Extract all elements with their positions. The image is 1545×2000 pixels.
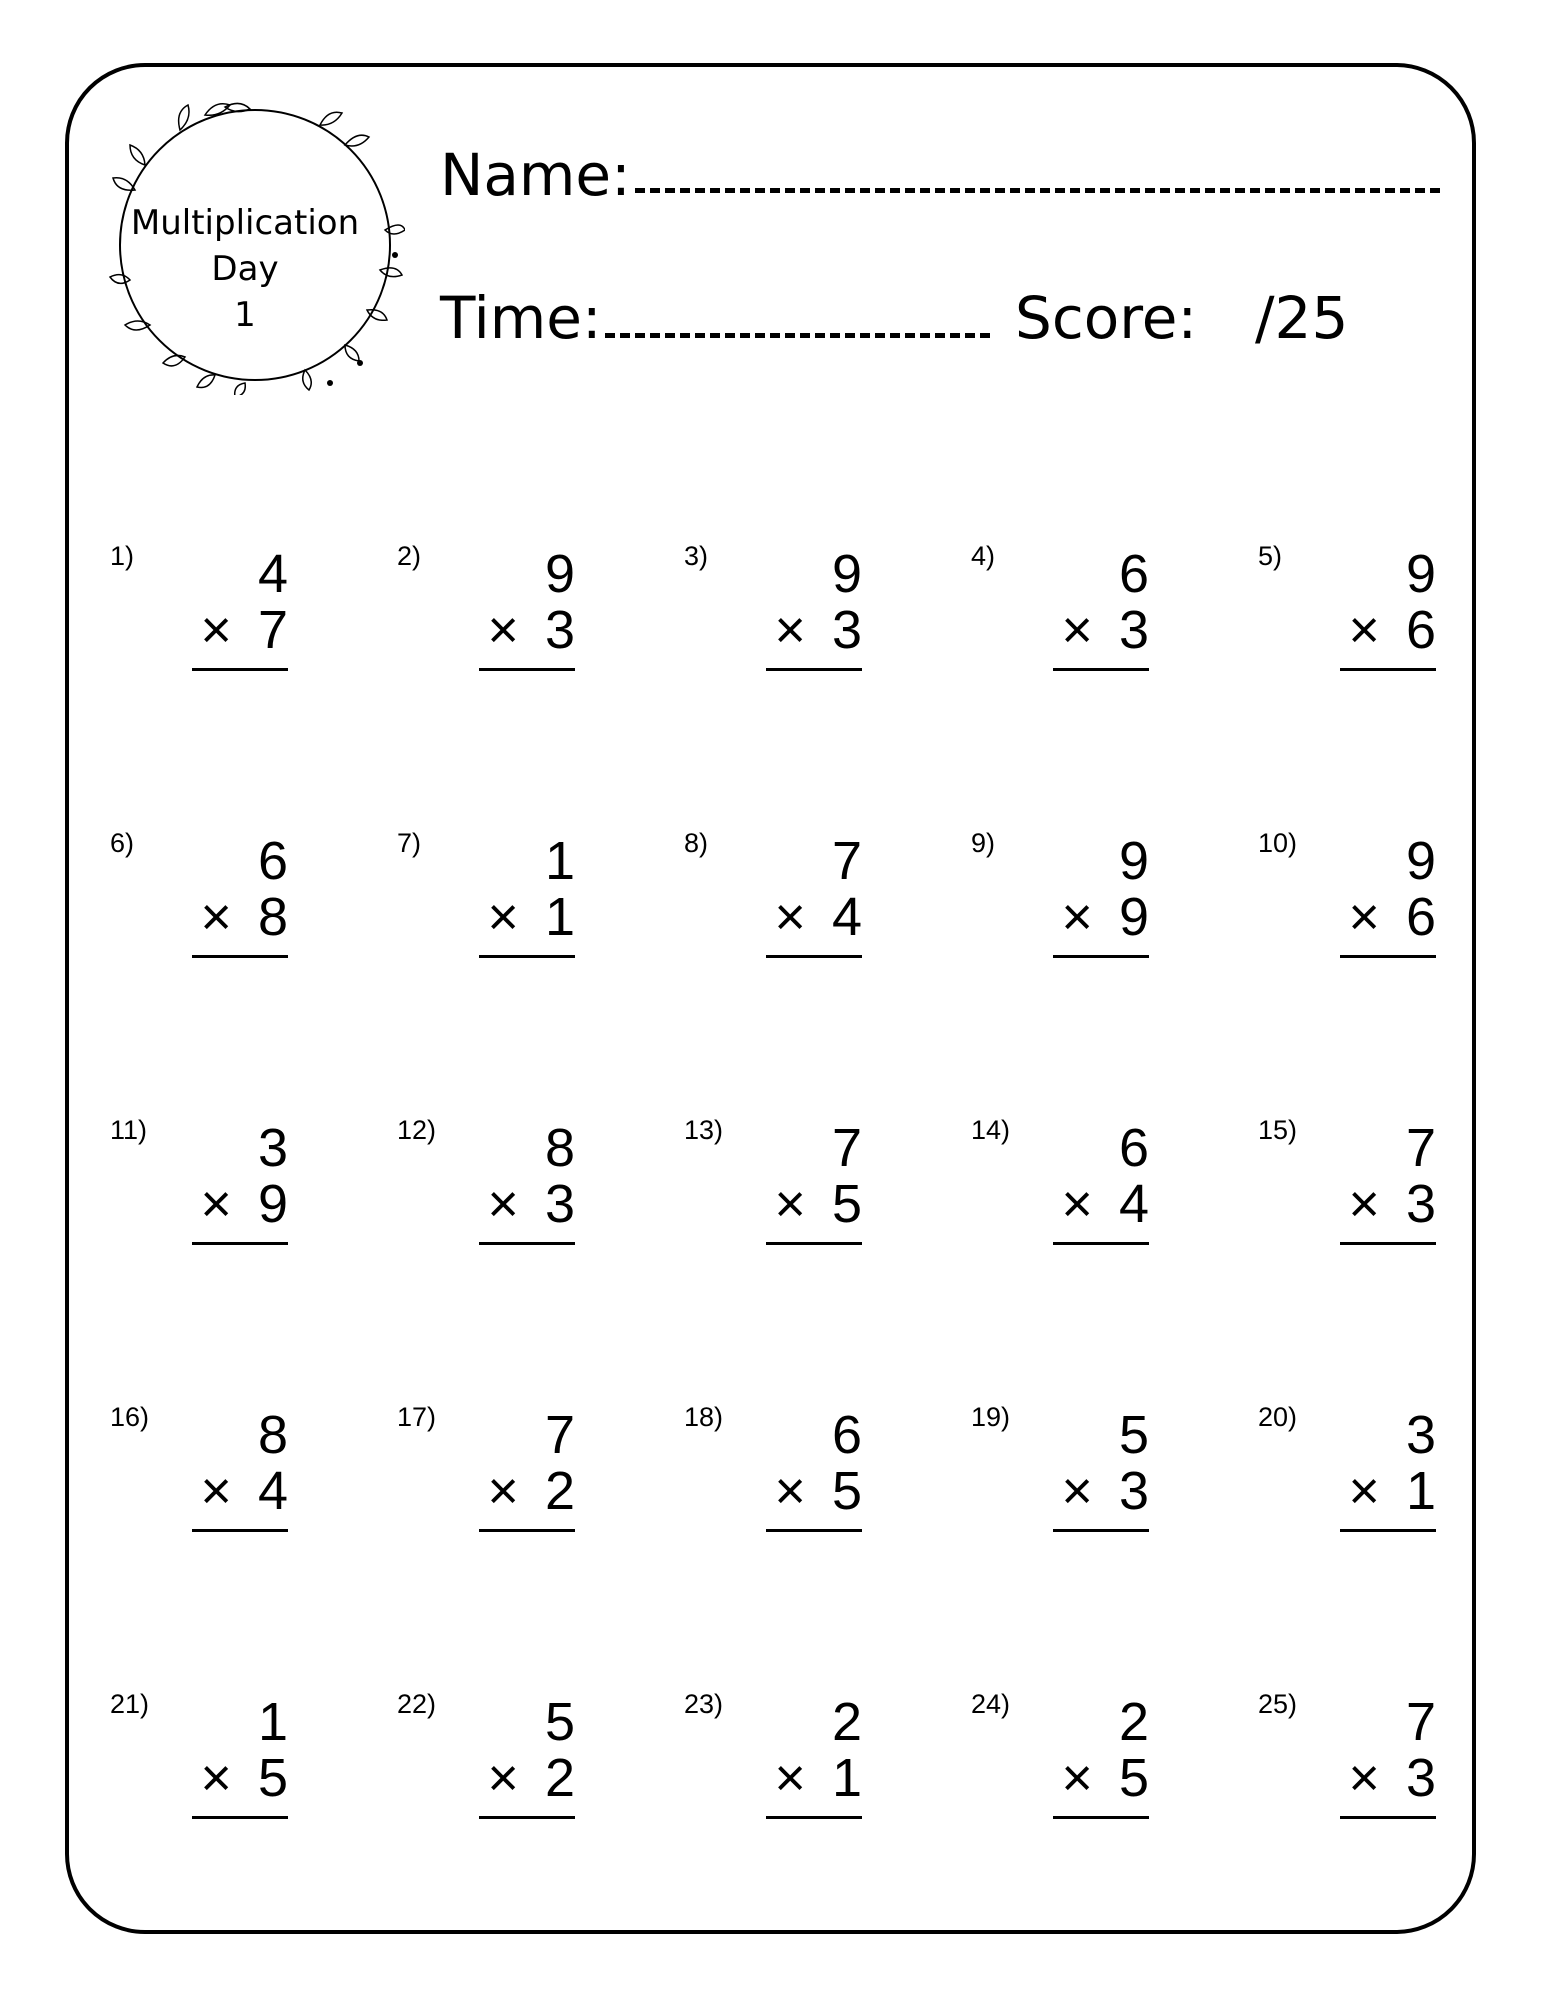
problem-number: 2) [397, 541, 422, 571]
problem-item [861, 1688, 1149, 1828]
problem-item [574, 827, 862, 967]
multiplicand: 4 [257, 544, 288, 604]
problem-number: 13) [684, 1115, 724, 1145]
multiplier-row [752, 602, 862, 658]
multiplicand: 6 [1118, 1118, 1149, 1178]
times-icon: × [200, 600, 232, 660]
answer-line[interactable] [1340, 1816, 1436, 1819]
times-icon: × [200, 1461, 232, 1521]
answer-line[interactable] [1340, 1242, 1436, 1245]
multiplier-row [465, 1463, 575, 1519]
multiplier: 9 [257, 1174, 288, 1234]
multiplier: 2 [544, 1461, 575, 1521]
multiplier-row [465, 1176, 575, 1232]
times-icon: × [1348, 1461, 1380, 1521]
times-icon: × [1061, 600, 1093, 660]
problem-number: 6) [110, 828, 135, 858]
answer-line[interactable] [766, 1242, 862, 1245]
multiplier-row [1039, 889, 1149, 945]
multiplier: 6 [1405, 887, 1436, 947]
score-total: /25 [1255, 284, 1349, 352]
name-label: Name: [440, 141, 631, 209]
multiplier: 3 [1118, 1461, 1149, 1521]
problem-number: 11) [110, 1115, 148, 1145]
problem-number: 17) [397, 1402, 437, 1432]
problem-number: 10) [1258, 828, 1298, 858]
times-icon: × [1348, 1174, 1380, 1234]
multiplicand: 5 [544, 1692, 575, 1752]
multiplicand: 7 [831, 1118, 862, 1178]
times-icon: × [1061, 1748, 1093, 1808]
multiplicand: 9 [544, 544, 575, 604]
answer-line[interactable] [192, 1529, 288, 1532]
multiplier-row [1039, 602, 1149, 658]
multiplicand: 2 [1118, 1692, 1149, 1752]
time-label: Time: [440, 284, 602, 352]
multiplier-row [752, 1463, 862, 1519]
problem-item [861, 827, 1149, 967]
multiplier-row [178, 889, 288, 945]
times-icon: × [774, 1461, 806, 1521]
problem-number: 4) [971, 541, 996, 571]
multiplicand: 9 [1405, 831, 1436, 891]
times-icon: × [200, 887, 232, 947]
multiplier: 9 [1118, 887, 1149, 947]
multiplier: 3 [831, 600, 862, 660]
answer-line[interactable] [1053, 1242, 1149, 1245]
problem-number: 5) [1258, 541, 1283, 571]
multiplicand: 8 [544, 1118, 575, 1178]
times-icon: × [487, 600, 519, 660]
multiplier-row [178, 1750, 288, 1806]
multiplier: 4 [1118, 1174, 1149, 1234]
multiplier-row [1039, 1750, 1149, 1806]
problem-number: 3) [684, 541, 709, 571]
multiplier: 1 [544, 887, 575, 947]
multiplicand: 9 [1405, 544, 1436, 604]
times-icon: × [1061, 1174, 1093, 1234]
problem-item [574, 1688, 862, 1828]
multiplicand: 7 [831, 831, 862, 891]
times-icon: × [774, 887, 806, 947]
answer-line[interactable] [479, 1529, 575, 1532]
answer-line[interactable] [192, 1242, 288, 1245]
score-label: Score: [1015, 284, 1197, 352]
multiplicand: 3 [257, 1118, 288, 1178]
multiplier-row [178, 1463, 288, 1519]
times-icon: × [200, 1174, 232, 1234]
answer-line[interactable] [766, 955, 862, 958]
problem-item [1148, 540, 1436, 680]
problem-item [0, 1401, 288, 1541]
multiplicand: 7 [544, 1405, 575, 1465]
problem-number: 14) [971, 1115, 1011, 1145]
multiplicand: 3 [1405, 1405, 1436, 1465]
wreath-number-line: 1 [234, 295, 256, 335]
times-icon: × [200, 1748, 232, 1808]
problem-number: 18) [684, 1402, 724, 1432]
answer-line[interactable] [192, 1816, 288, 1819]
problem-number: 23) [684, 1689, 724, 1719]
problem-number: 16) [110, 1402, 150, 1432]
answer-line[interactable] [766, 668, 862, 671]
multiplier: 3 [1405, 1748, 1436, 1808]
multiplier: 5 [831, 1461, 862, 1521]
multiplier-row [465, 602, 575, 658]
problem-item [287, 1401, 575, 1541]
multiplier: 2 [544, 1748, 575, 1808]
multiplier: 5 [1118, 1748, 1149, 1808]
multiplier: 3 [544, 600, 575, 660]
multiplicand: 9 [1118, 831, 1149, 891]
times-icon: × [487, 1174, 519, 1234]
multiplier: 1 [831, 1748, 862, 1808]
multiplier: 3 [1405, 1174, 1436, 1234]
multiplier-row [1326, 1176, 1436, 1232]
multiplier-row [178, 1176, 288, 1232]
problem-item [574, 1401, 862, 1541]
multiplicand: 7 [1405, 1692, 1436, 1752]
multiplier-row [1039, 1176, 1149, 1232]
answer-line[interactable] [1053, 1816, 1149, 1819]
answer-line[interactable] [479, 1242, 575, 1245]
multiplier-row [1326, 1750, 1436, 1806]
problem-number: 22) [397, 1689, 437, 1719]
multiplier: 5 [831, 1174, 862, 1234]
multiplicand: 8 [257, 1405, 288, 1465]
multiplicand: 6 [1118, 544, 1149, 604]
answer-line[interactable] [479, 1816, 575, 1819]
problem-item [574, 540, 862, 680]
problem-item [574, 1114, 862, 1254]
times-icon: × [1061, 1461, 1093, 1521]
answer-line[interactable] [1340, 1529, 1436, 1532]
answer-line[interactable] [766, 1529, 862, 1532]
problem-number: 1) [110, 541, 135, 571]
multiplier: 4 [257, 1461, 288, 1521]
multiplier-row [752, 1176, 862, 1232]
multiplier-row [1326, 1463, 1436, 1519]
multiplicand: 6 [831, 1405, 862, 1465]
problem-item [0, 827, 288, 967]
answer-line[interactable] [1340, 668, 1436, 671]
problem-item [861, 1114, 1149, 1254]
problem-number: 19) [971, 1402, 1011, 1432]
problem-number: 7) [397, 828, 422, 858]
times-icon: × [774, 1748, 806, 1808]
multiplier: 4 [831, 887, 862, 947]
problem-item [0, 1688, 288, 1828]
multiplier: 7 [257, 600, 288, 660]
multiplicand: 1 [257, 1692, 288, 1752]
answer-line[interactable] [192, 668, 288, 671]
answer-line[interactable] [1053, 955, 1149, 958]
times-icon: × [1061, 887, 1093, 947]
multiplicand: 9 [831, 544, 862, 604]
multiplicand: 2 [831, 1692, 862, 1752]
multiplier-row [752, 889, 862, 945]
times-icon: × [774, 1174, 806, 1234]
problem-number: 9) [971, 828, 996, 858]
multiplier-row [752, 1750, 862, 1806]
times-icon: × [487, 887, 519, 947]
problem-item [1148, 1688, 1436, 1828]
problem-item [1148, 1401, 1436, 1541]
multiplier: 3 [544, 1174, 575, 1234]
problem-item [0, 540, 288, 680]
answer-line[interactable] [192, 955, 288, 958]
times-icon: × [1348, 600, 1380, 660]
answer-line[interactable] [1053, 668, 1149, 671]
wreath-title-line: Multiplication [130, 203, 360, 243]
multiplier-row [465, 1750, 575, 1806]
multiplier-row [178, 602, 288, 658]
multiplier-row [1326, 889, 1436, 945]
problem-number: 12) [397, 1115, 437, 1145]
times-icon: × [1348, 887, 1380, 947]
answer-line[interactable] [1053, 1529, 1149, 1532]
problem-item [1148, 827, 1436, 967]
answer-line[interactable] [766, 1816, 862, 1819]
times-icon: × [1348, 1748, 1380, 1808]
multiplicand: 6 [257, 831, 288, 891]
answer-line[interactable] [479, 668, 575, 671]
multiplier: 6 [1405, 600, 1436, 660]
multiplier-row [1039, 1463, 1149, 1519]
problem-number: 25) [1258, 1689, 1298, 1719]
problem-item [287, 1114, 575, 1254]
problem-item [861, 540, 1149, 680]
answer-line[interactable] [479, 955, 575, 958]
problem-number: 8) [684, 828, 709, 858]
wreath-day-line: Day [211, 249, 279, 289]
problem-item [861, 1401, 1149, 1541]
problem-number: 21) [110, 1689, 150, 1719]
problem-item [287, 1688, 575, 1828]
multiplier: 8 [257, 887, 288, 947]
answer-line[interactable] [1340, 955, 1436, 958]
multiplier-row [465, 889, 575, 945]
multiplier: 3 [1118, 600, 1149, 660]
multiplier: 1 [1405, 1461, 1436, 1521]
multiplicand: 1 [544, 831, 575, 891]
times-icon: × [487, 1748, 519, 1808]
problem-item [0, 1114, 288, 1254]
multiplier-row [1326, 602, 1436, 658]
problem-number: 20) [1258, 1402, 1298, 1432]
multiplicand: 7 [1405, 1118, 1436, 1178]
problem-item [287, 540, 575, 680]
times-icon: × [774, 600, 806, 660]
problem-item [1148, 1114, 1436, 1254]
problem-item [287, 827, 575, 967]
multiplicand: 5 [1118, 1405, 1149, 1465]
problem-number: 15) [1258, 1115, 1298, 1145]
times-icon: × [487, 1461, 519, 1521]
multiplier: 5 [257, 1748, 288, 1808]
problem-number: 24) [971, 1689, 1011, 1719]
